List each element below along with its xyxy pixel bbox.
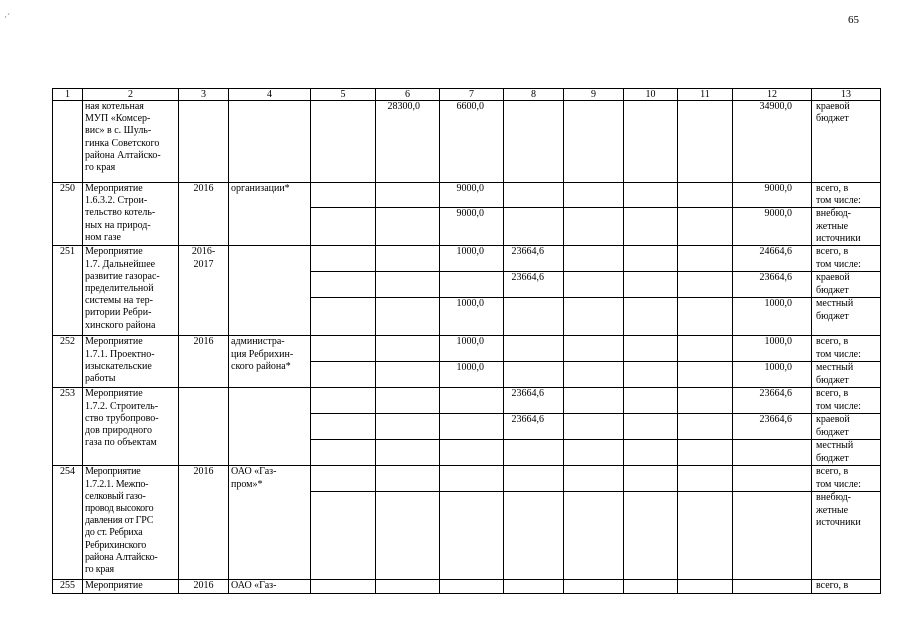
- value-cell: [311, 388, 376, 414]
- total-cell: 24664,6: [733, 246, 812, 272]
- header-cell: 6: [376, 89, 440, 101]
- funding-source-cell: внебюд- жетные источники: [812, 492, 881, 580]
- funding-source-cell: всего, в том числе:: [812, 246, 881, 272]
- budget-table: [52, 88, 881, 594]
- executor-cell: организации*: [229, 183, 311, 246]
- value-cell: [311, 246, 376, 272]
- value-cell: [504, 183, 564, 208]
- value-cell: [504, 492, 564, 580]
- header-cell: 9: [564, 89, 624, 101]
- table-row: [53, 101, 881, 183]
- header-cell: 3: [179, 89, 229, 101]
- value-cell: [564, 492, 624, 580]
- row-number-cell: 255: [53, 580, 83, 594]
- value-cell: [376, 440, 440, 466]
- value-cell: [376, 336, 440, 362]
- executor-cell: администра- ция Ребрихин- ского района*: [229, 336, 311, 388]
- value-cell: [311, 208, 376, 246]
- value-cell: [564, 183, 624, 208]
- row-number-cell: 254: [53, 466, 83, 580]
- value-cell: [564, 440, 624, 466]
- total-cell: 34900,0: [733, 101, 812, 183]
- header-cell: 10: [624, 89, 678, 101]
- value-cell: [678, 580, 733, 594]
- value-cell: [624, 492, 678, 580]
- value-cell: [678, 440, 733, 466]
- total-cell: 1000,0: [733, 298, 812, 336]
- value-cell: [624, 246, 678, 272]
- value-cell: [678, 492, 733, 580]
- funding-source-cell: всего, в: [812, 580, 881, 594]
- value-cell: [504, 466, 564, 492]
- executor-cell: [229, 101, 311, 183]
- funding-source-cell: краевой бюджет: [812, 414, 881, 440]
- value-cell: [624, 440, 678, 466]
- funding-source-cell: внебюд- жетные источники: [812, 208, 881, 246]
- header-cell: 2: [83, 89, 179, 101]
- value-cell: [311, 362, 376, 388]
- total-cell: 9000,0: [733, 183, 812, 208]
- value-cell: [376, 208, 440, 246]
- value-cell: [564, 362, 624, 388]
- row-number-cell: 250: [53, 183, 83, 246]
- value-cell: [311, 580, 376, 594]
- value-cell: [311, 101, 376, 183]
- value-cell: [564, 414, 624, 440]
- value-cell: [440, 388, 504, 414]
- value-cell: [504, 362, 564, 388]
- value-cell: [311, 183, 376, 208]
- header-cell: 4: [229, 89, 311, 101]
- activity-name-cell: Мероприятие: [83, 580, 179, 594]
- value-cell: [376, 466, 440, 492]
- row-number-cell: 251: [53, 246, 83, 336]
- value-cell: [440, 492, 504, 580]
- value-cell: [678, 336, 733, 362]
- year-cell: 2016: [179, 336, 229, 388]
- executor-cell: [229, 388, 311, 466]
- year-cell: 2016: [179, 580, 229, 594]
- value-cell: 1000,0: [440, 298, 504, 336]
- value-cell: 1000,0: [440, 362, 504, 388]
- value-cell: [624, 101, 678, 183]
- funding-source-cell: всего, в том числе:: [812, 388, 881, 414]
- value-cell: [564, 246, 624, 272]
- total-cell: 1000,0: [733, 362, 812, 388]
- funding-source-cell: краевой бюджет: [812, 101, 881, 183]
- funding-source-cell: всего, в том числе:: [812, 466, 881, 492]
- value-cell: [564, 208, 624, 246]
- page-number: 65: [848, 14, 859, 26]
- table-header-row: [53, 89, 881, 101]
- value-cell: [376, 388, 440, 414]
- total-cell: 23664,6: [733, 414, 812, 440]
- value-cell: [564, 101, 624, 183]
- value-cell: [678, 466, 733, 492]
- value-cell: 23664,6: [504, 246, 564, 272]
- year-cell: [179, 101, 229, 183]
- executor-cell: [229, 246, 311, 336]
- value-cell: [440, 580, 504, 594]
- total-cell: [733, 440, 812, 466]
- total-cell: 9000,0: [733, 208, 812, 246]
- value-cell: [564, 466, 624, 492]
- value-cell: [376, 492, 440, 580]
- value-cell: [678, 414, 733, 440]
- activity-name-cell: Мероприятие 1.6.3.2. Строи- тельство котель- ных на природ- ном газе: [83, 183, 179, 246]
- header-cell: 5: [311, 89, 376, 101]
- value-cell: [624, 298, 678, 336]
- value-cell: [440, 440, 504, 466]
- value-cell: [624, 272, 678, 298]
- total-cell: [733, 492, 812, 580]
- total-cell: [733, 580, 812, 594]
- executor-cell: ОАО «Газ-: [229, 580, 311, 594]
- value-cell: [678, 101, 733, 183]
- value-cell: [376, 272, 440, 298]
- header-cell: 11: [678, 89, 733, 101]
- value-cell: 6600,0: [440, 101, 504, 183]
- value-cell: [624, 362, 678, 388]
- value-cell: [311, 466, 376, 492]
- table-row: [53, 246, 881, 272]
- funding-source-cell: местный бюджет: [812, 298, 881, 336]
- value-cell: [440, 272, 504, 298]
- value-cell: [564, 388, 624, 414]
- header-cell: 13: [812, 89, 881, 101]
- value-cell: [564, 336, 624, 362]
- funding-source-cell: местный бюджет: [812, 440, 881, 466]
- table-row: [53, 466, 881, 492]
- value-cell: [678, 298, 733, 336]
- value-cell: 1000,0: [440, 246, 504, 272]
- value-cell: [311, 414, 376, 440]
- value-cell: [678, 272, 733, 298]
- value-cell: [376, 298, 440, 336]
- value-cell: [678, 388, 733, 414]
- value-cell: [440, 414, 504, 440]
- scan-corner-mark: ·´: [4, 12, 10, 22]
- year-cell: 2016- 2017: [179, 246, 229, 336]
- value-cell: [504, 336, 564, 362]
- activity-name-cell: Мероприятие 1.7.2.1. Межпо- селковый газо- провод высокого давления от ГРС до ст. Ребриха Ребрихинского района Алтайско- го края: [83, 466, 179, 580]
- value-cell: [624, 580, 678, 594]
- year-cell: 2016: [179, 466, 229, 580]
- activity-name-cell: ная котельная МУП «Комсер- вис» в с. Шуль- гинка Советского района Алтайско- го края: [83, 101, 179, 183]
- activity-name-cell: Мероприятие 1.7.2. Строитель- ство трубопрово- дов природного газа по объектам: [83, 388, 179, 466]
- value-cell: [504, 440, 564, 466]
- value-cell: 9000,0: [440, 208, 504, 246]
- value-cell: [376, 246, 440, 272]
- row-number-cell: 253: [53, 388, 83, 466]
- value-cell: [504, 298, 564, 336]
- value-cell: [311, 298, 376, 336]
- header-cell: 8: [504, 89, 564, 101]
- funding-source-cell: всего, в том числе:: [812, 336, 881, 362]
- row-number-cell: 252: [53, 336, 83, 388]
- total-cell: [733, 466, 812, 492]
- value-cell: 9000,0: [440, 183, 504, 208]
- value-cell: [376, 183, 440, 208]
- executor-cell: ОАО «Газ- пром»*: [229, 466, 311, 580]
- value-cell: [678, 183, 733, 208]
- activity-name-cell: Мероприятие 1.7. Дальнейшее развитие газорас- пределительной системы на тер- ритории Ребри- хинского района: [83, 246, 179, 336]
- total-cell: 23664,6: [733, 272, 812, 298]
- value-cell: [624, 183, 678, 208]
- table-row: [53, 388, 881, 414]
- row-number-cell: [53, 101, 83, 183]
- total-cell: 1000,0: [733, 336, 812, 362]
- value-cell: [564, 272, 624, 298]
- value-cell: [311, 440, 376, 466]
- header-cell: 1: [53, 89, 83, 101]
- value-cell: [564, 298, 624, 336]
- value-cell: [504, 580, 564, 594]
- value-cell: [678, 208, 733, 246]
- header-cell: 7: [440, 89, 504, 101]
- value-cell: [624, 336, 678, 362]
- total-cell: 23664,6: [733, 388, 812, 414]
- value-cell: [504, 101, 564, 183]
- header-cell: 12: [733, 89, 812, 101]
- value-cell: [311, 272, 376, 298]
- value-cell: [624, 208, 678, 246]
- value-cell: 23664,6: [504, 272, 564, 298]
- value-cell: [376, 414, 440, 440]
- value-cell: [564, 580, 624, 594]
- value-cell: 23664,6: [504, 388, 564, 414]
- funding-source-cell: краевой бюджет: [812, 272, 881, 298]
- year-cell: 2016: [179, 183, 229, 246]
- table-row: [53, 580, 881, 594]
- value-cell: 28300,0: [376, 101, 440, 183]
- table-row: [53, 336, 881, 362]
- value-cell: [376, 362, 440, 388]
- value-cell: [504, 208, 564, 246]
- value-cell: [624, 466, 678, 492]
- funding-source-cell: местный бюджет: [812, 362, 881, 388]
- value-cell: [678, 362, 733, 388]
- funding-source-cell: всего, в том числе:: [812, 183, 881, 208]
- year-cell: [179, 388, 229, 466]
- table-row: [53, 183, 881, 208]
- value-cell: [624, 388, 678, 414]
- value-cell: 1000,0: [440, 336, 504, 362]
- value-cell: [678, 246, 733, 272]
- value-cell: [311, 336, 376, 362]
- value-cell: 23664,6: [504, 414, 564, 440]
- activity-name-cell: Мероприятие 1.7.1. Проектно- изыскательские работы: [83, 336, 179, 388]
- value-cell: [440, 466, 504, 492]
- value-cell: [624, 414, 678, 440]
- value-cell: [376, 580, 440, 594]
- value-cell: [311, 492, 376, 580]
